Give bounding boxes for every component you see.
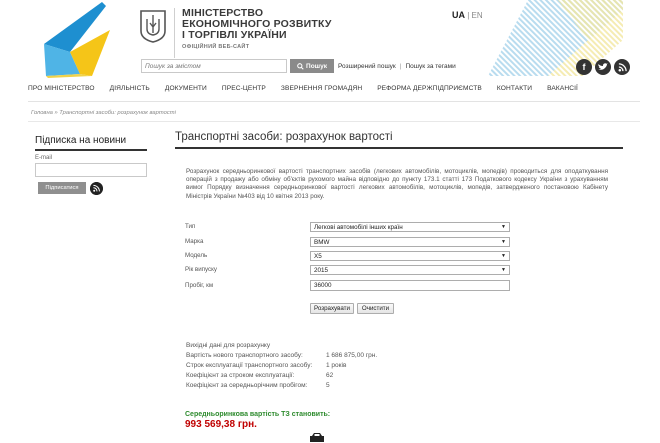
nav-item-reform[interactable]: РЕФОРМА ДЕРЖПІДПРИЄМСТВ bbox=[377, 85, 482, 92]
newsletter-title: Підписка на новини bbox=[35, 135, 127, 146]
coef-mileage-value: 5 bbox=[326, 382, 330, 389]
nav-item-activity[interactable]: ДІЯЛЬНІСТЬ bbox=[109, 85, 150, 92]
lang-ua-link[interactable]: UA bbox=[452, 10, 465, 20]
facebook-icon[interactable]: f bbox=[576, 59, 592, 75]
year-select[interactable]: 2015 ▼ bbox=[310, 265, 510, 275]
advanced-search-link[interactable]: Розширений пошук bbox=[338, 63, 396, 70]
chevron-down-icon: ▼ bbox=[501, 239, 506, 245]
lang-en-link[interactable]: EN bbox=[471, 11, 483, 20]
breadcrumb-divider bbox=[28, 121, 640, 122]
new-price-label: Вартість нового транспортного засобу: bbox=[186, 352, 303, 359]
brand-select[interactable]: BMW ▼ bbox=[310, 237, 510, 247]
coef-term-label: Коефіцієнт за строком експлуатації: bbox=[186, 372, 295, 379]
search-input[interactable] bbox=[141, 59, 287, 73]
year-label: Рік випуску bbox=[185, 266, 218, 273]
chevron-down-icon: ▼ bbox=[501, 267, 506, 273]
model-label: Модель bbox=[185, 252, 208, 259]
type-label: Тип bbox=[185, 223, 196, 230]
language-switcher: UA | EN bbox=[452, 10, 483, 20]
nav-item-vacancies[interactable]: ВАКАНСІЇ bbox=[547, 85, 578, 92]
final-price-label: Середньоринкова вартість ТЗ становить: bbox=[185, 411, 331, 418]
chevron-down-icon: ▼ bbox=[501, 224, 506, 230]
ministry-logo-icon[interactable] bbox=[40, 0, 120, 78]
page-title: Транспортні засоби: розрахунок вартості bbox=[175, 131, 393, 143]
search-links: Розширений пошук | Пошук за тегами bbox=[338, 63, 456, 70]
twitter-icon[interactable] bbox=[595, 59, 611, 75]
newsletter-rss-icon[interactable] bbox=[90, 182, 103, 195]
clear-button[interactable]: Очистити bbox=[357, 303, 394, 314]
tag-search-link[interactable]: Пошук за тегами bbox=[405, 63, 456, 70]
nav-item-contacts[interactable]: КОНТАКТИ bbox=[496, 85, 533, 92]
calculate-button[interactable]: Розрахувати bbox=[310, 303, 354, 314]
rss-icon[interactable] bbox=[614, 59, 630, 75]
email-field[interactable] bbox=[35, 163, 147, 177]
car-icon bbox=[309, 433, 325, 443]
coef-term-value: 62 bbox=[326, 372, 334, 379]
search-button[interactable]: Пошук bbox=[290, 59, 334, 73]
coat-of-arms-icon bbox=[139, 9, 167, 43]
final-price-value: 993 569,38 грн. bbox=[185, 419, 257, 430]
email-label: E-mail bbox=[35, 155, 53, 161]
mileage-input[interactable]: 36000 bbox=[310, 280, 510, 291]
term-value: 1 років bbox=[326, 362, 347, 369]
nav-item-about[interactable]: ПРО МІНІСТЕРСТВО bbox=[28, 85, 95, 92]
term-label: Строк експлуатації транспортного засобу: bbox=[186, 362, 313, 369]
search-icon bbox=[297, 63, 304, 70]
nav-item-press-center[interactable]: ПРЕС-ЦЕНТР bbox=[221, 85, 266, 92]
page-description: Розрахунок середньоринкової вартості транспортних засобів (легкових автомобілів, мотоциклів, мопедів) проводиться для оподаткування операцій з продажу або обміну об'єктів рухомого майна відповідно до пункту 173.1 статті 173 Податкового кодексу України з урахуванням вимог Порядку визначення середньоринкової вартості легкових автомобілів, мотоциклів, мопедів, затвердженого постановою Кабінету Міністрів України №403 від 10 квітня 2013 року. bbox=[186, 168, 608, 200]
newsletter-divider bbox=[35, 149, 147, 151]
type-select[interactable]: Легкові автомобілі інших країн ▼ bbox=[310, 222, 510, 232]
nav-divider bbox=[28, 101, 640, 102]
main-navigation bbox=[28, 85, 640, 99]
brand-label: Марка bbox=[185, 238, 204, 245]
model-select[interactable]: X5 ▼ bbox=[310, 251, 510, 261]
nav-item-appeals[interactable]: ЗВЕРНЕННЯ ГРОМАДЯН bbox=[280, 85, 363, 92]
title-divider bbox=[175, 147, 623, 149]
organization-name[interactable]: МІНІСТЕРСТВО ЕКОНОМІЧНОГО РОЗВИТКУ І ТОРГІВЛІ УКРАЇНИ ОФІЦІЙНИЙ ВЕБ-САЙТ bbox=[182, 8, 332, 53]
results-heading: Вихідні дані для розрахунку bbox=[186, 342, 271, 349]
chevron-down-icon: ▼ bbox=[501, 253, 506, 259]
coef-mileage-label: Коефіцієнт за середньорічним пробігом: bbox=[186, 382, 308, 389]
nav-item-documents[interactable]: ДОКУМЕНТИ bbox=[164, 85, 207, 92]
mileage-label: Пробіг, км bbox=[185, 282, 214, 289]
breadcrumb[interactable]: Головна » Транспортні засоби: розрахунок вартості bbox=[31, 110, 176, 116]
organization-subtitle: ОФІЦІЙНИЙ ВЕБ-САЙТ bbox=[182, 44, 250, 50]
new-price-value: 1 686 875,00 грн. bbox=[326, 352, 378, 359]
subscribe-button[interactable]: Підписатися bbox=[38, 182, 86, 194]
header-divider bbox=[174, 8, 175, 58]
